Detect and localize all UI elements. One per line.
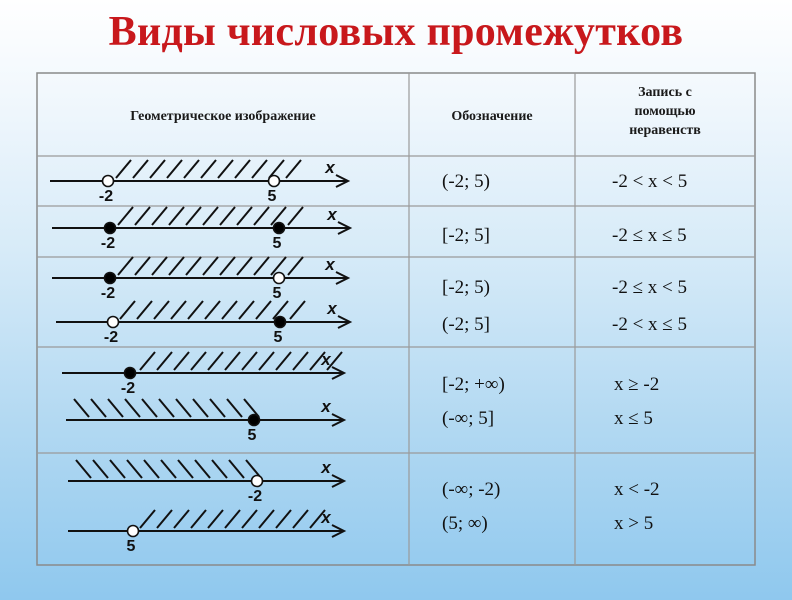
hatch-mark bbox=[93, 460, 108, 478]
hatch-mark bbox=[186, 257, 201, 275]
hatch-mark bbox=[118, 207, 133, 225]
interval-row bbox=[50, 158, 687, 205]
closed-point bbox=[249, 415, 260, 426]
hatch-mark bbox=[254, 207, 269, 225]
number-line bbox=[66, 397, 344, 444]
open-point bbox=[128, 526, 139, 537]
hatch-mark bbox=[127, 460, 142, 478]
axis-x-label: x bbox=[327, 299, 337, 318]
hatch-mark bbox=[135, 207, 150, 225]
open-point bbox=[103, 176, 114, 187]
hatch-mark bbox=[254, 257, 269, 275]
notation-text: [-2; 5) bbox=[442, 277, 491, 298]
notation-text: (-∞; -2) bbox=[442, 479, 501, 500]
hatch-mark bbox=[191, 510, 206, 528]
notation-text: [-2; +∞) bbox=[442, 374, 505, 395]
inequality-text: x > 5 bbox=[614, 513, 654, 534]
notation-text: (5; ∞) bbox=[442, 513, 488, 534]
hatch-mark bbox=[135, 257, 150, 275]
hatch-mark bbox=[256, 301, 271, 319]
point-label: 5 bbox=[267, 188, 277, 205]
hatch-mark bbox=[203, 257, 218, 275]
hatch-mark bbox=[259, 352, 274, 370]
inequality-text: x ≤ 5 bbox=[614, 408, 653, 429]
hatch-mark bbox=[259, 510, 274, 528]
number-line bbox=[52, 255, 348, 302]
header-notation: Обозначение bbox=[451, 109, 533, 124]
hatch-mark bbox=[290, 301, 305, 319]
point-label: -2 bbox=[98, 188, 114, 205]
hatch-mark bbox=[108, 399, 123, 417]
hatch-mark bbox=[140, 352, 155, 370]
hatch-mark bbox=[293, 352, 308, 370]
hatch-mark bbox=[174, 352, 189, 370]
hatch-mark bbox=[218, 160, 233, 178]
hatch-mark bbox=[205, 301, 220, 319]
hatch-mark bbox=[210, 399, 225, 417]
number-line bbox=[50, 158, 348, 205]
hatch-mark bbox=[293, 510, 308, 528]
inequality-text: -2 < x < 5 bbox=[612, 171, 688, 192]
number-line bbox=[68, 508, 344, 555]
axis-x-label: x bbox=[321, 458, 331, 477]
hatch-mark bbox=[203, 207, 218, 225]
point-label: -2 bbox=[100, 285, 116, 302]
hatch-mark bbox=[157, 510, 172, 528]
open-point bbox=[108, 317, 119, 328]
axis-x-label: x bbox=[325, 158, 335, 177]
hatch-mark bbox=[116, 160, 131, 178]
hatch-mark bbox=[184, 160, 199, 178]
hatch-mark bbox=[154, 301, 169, 319]
header-inequality: Запись с bbox=[638, 85, 692, 100]
interval-row bbox=[62, 350, 659, 444]
axis-x-label: x bbox=[327, 205, 337, 224]
closed-point bbox=[274, 223, 285, 234]
point-label: -2 bbox=[100, 235, 116, 252]
hatch-mark bbox=[188, 301, 203, 319]
point-label: 5 bbox=[272, 285, 282, 302]
number-line bbox=[52, 205, 350, 252]
point-label: 5 bbox=[272, 235, 282, 252]
hatch-mark bbox=[176, 399, 191, 417]
inequality-text: x ≥ -2 bbox=[614, 374, 660, 395]
hatch-mark bbox=[225, 352, 240, 370]
axis-x-label: x bbox=[321, 508, 331, 527]
hatch-mark bbox=[140, 510, 155, 528]
open-point bbox=[274, 273, 285, 284]
number-line bbox=[62, 350, 344, 397]
hatch-mark bbox=[286, 160, 301, 178]
point-label: 5 bbox=[247, 427, 257, 444]
hatch-mark bbox=[159, 399, 174, 417]
hatch-mark bbox=[118, 257, 133, 275]
inequality-text: -2 < x ≤ 5 bbox=[612, 314, 687, 335]
hatch-mark bbox=[239, 301, 254, 319]
axis-x-label: x bbox=[321, 350, 331, 369]
open-point bbox=[252, 476, 263, 487]
hatch-mark bbox=[193, 399, 208, 417]
hatch-mark bbox=[276, 352, 291, 370]
interval-row bbox=[52, 255, 687, 346]
hatch-mark bbox=[220, 257, 235, 275]
point-label: -2 bbox=[103, 329, 119, 346]
hatch-mark bbox=[152, 207, 167, 225]
hatch-mark bbox=[220, 207, 235, 225]
hatch-mark bbox=[242, 352, 257, 370]
page-title: Виды числовых промежутков bbox=[108, 9, 684, 55]
closed-point bbox=[275, 317, 286, 328]
point-label: 5 bbox=[126, 538, 136, 555]
hatch-mark bbox=[252, 160, 267, 178]
hatch-mark bbox=[288, 257, 303, 275]
hatch-mark bbox=[150, 160, 165, 178]
inequality-text: -2 ≤ x ≤ 5 bbox=[612, 225, 687, 246]
hatch-mark bbox=[169, 207, 184, 225]
number-line bbox=[68, 458, 344, 505]
hatch-mark bbox=[201, 160, 216, 178]
interval-row bbox=[68, 458, 660, 555]
number-line bbox=[56, 299, 350, 346]
inequality-text: -2 ≤ x < 5 bbox=[612, 277, 687, 298]
point-label: -2 bbox=[120, 380, 136, 397]
axis-x-label: x bbox=[325, 255, 335, 274]
hatch-mark bbox=[174, 510, 189, 528]
closed-point bbox=[105, 223, 116, 234]
hatch-mark bbox=[235, 160, 250, 178]
closed-point bbox=[125, 368, 136, 379]
point-label: 5 bbox=[273, 329, 283, 346]
hatch-mark bbox=[208, 352, 223, 370]
hatch-mark bbox=[125, 399, 140, 417]
hatch-mark bbox=[171, 301, 186, 319]
hatch-mark bbox=[225, 510, 240, 528]
notation-text: (-2; 5] bbox=[442, 314, 491, 335]
header-geometry: Геометрическое изображение bbox=[130, 109, 316, 124]
hatch-mark bbox=[186, 207, 201, 225]
hatch-mark bbox=[76, 460, 91, 478]
hatch-mark bbox=[195, 460, 210, 478]
open-point bbox=[269, 176, 280, 187]
hatch-mark bbox=[144, 460, 159, 478]
header-inequality: неравенств bbox=[629, 123, 701, 138]
inequality-text: x < -2 bbox=[614, 479, 660, 500]
interval-row bbox=[52, 205, 687, 252]
notation-text: [-2; 5] bbox=[442, 225, 491, 246]
point-label: -2 bbox=[247, 488, 263, 505]
hatch-mark bbox=[237, 257, 252, 275]
hatch-mark bbox=[229, 460, 244, 478]
hatch-mark bbox=[178, 460, 193, 478]
hatch-mark bbox=[120, 301, 135, 319]
hatch-mark bbox=[167, 160, 182, 178]
hatch-mark bbox=[191, 352, 206, 370]
hatch-mark bbox=[288, 207, 303, 225]
header-inequality: помощью bbox=[634, 104, 696, 119]
hatch-mark bbox=[137, 301, 152, 319]
hatch-mark bbox=[74, 399, 89, 417]
notation-text: (-∞; 5] bbox=[442, 408, 495, 429]
hatch-mark bbox=[212, 460, 227, 478]
hatch-mark bbox=[237, 207, 252, 225]
axis-x-label: x bbox=[321, 397, 331, 416]
hatch-mark bbox=[242, 510, 257, 528]
hatch-mark bbox=[227, 399, 242, 417]
hatch-mark bbox=[133, 160, 148, 178]
hatch-mark bbox=[110, 460, 125, 478]
hatch-mark bbox=[142, 399, 157, 417]
hatch-mark bbox=[91, 399, 106, 417]
hatch-mark bbox=[169, 257, 184, 275]
hatch-mark bbox=[157, 352, 172, 370]
notation-text: (-2; 5) bbox=[442, 171, 491, 192]
hatch-mark bbox=[161, 460, 176, 478]
hatch-mark bbox=[276, 510, 291, 528]
hatch-mark bbox=[152, 257, 167, 275]
hatch-mark bbox=[208, 510, 223, 528]
closed-point bbox=[105, 273, 116, 284]
hatch-mark bbox=[222, 301, 237, 319]
